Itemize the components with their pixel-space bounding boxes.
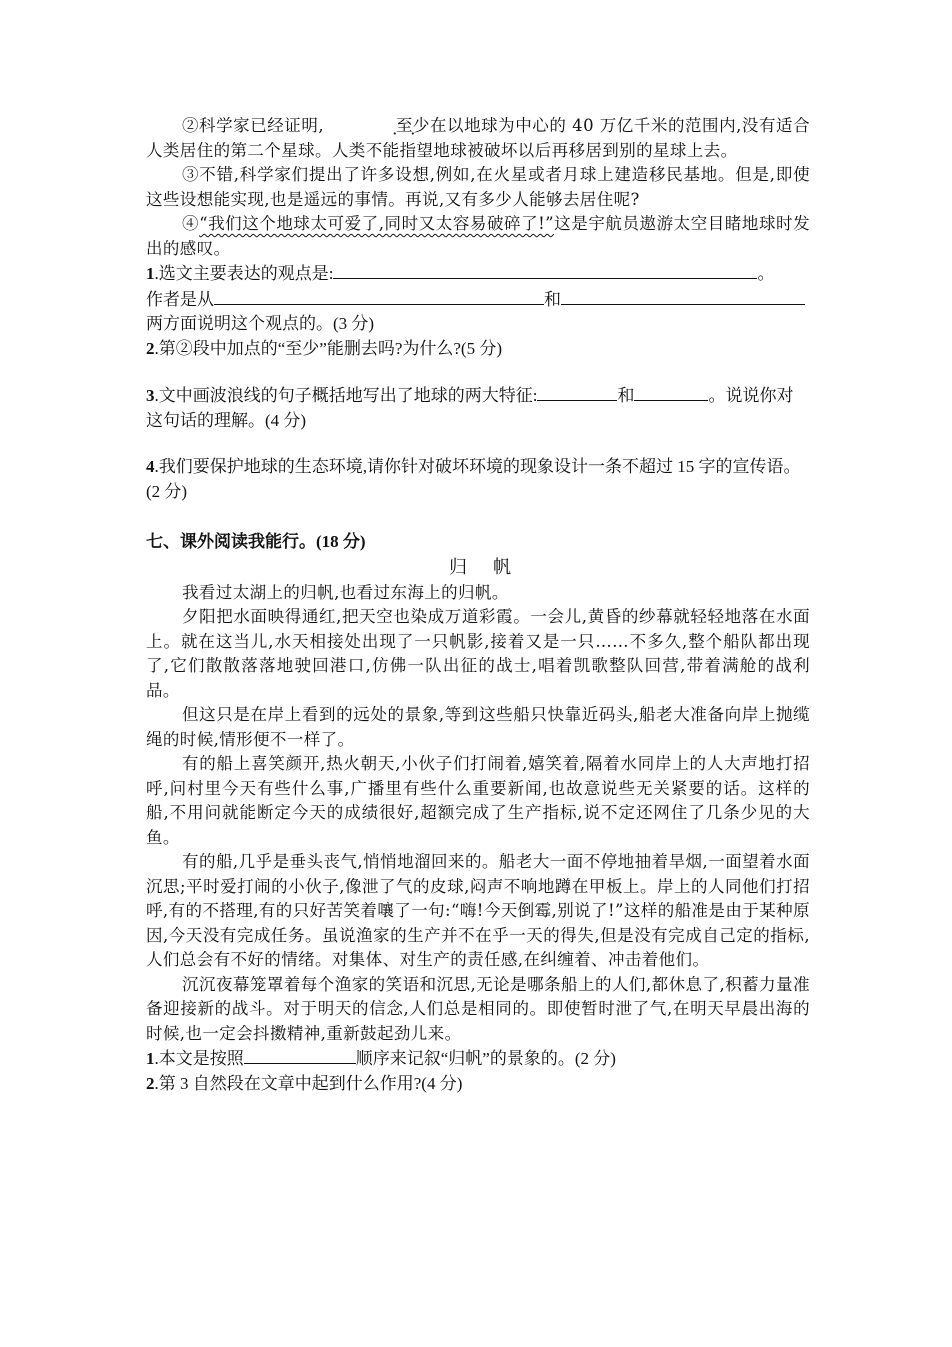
answer-blank[interactable]	[561, 287, 805, 305]
answer-blank[interactable]	[537, 383, 617, 401]
reading-question-2: 2.第 3 自然段在文章中起到什么作用?(4 分)	[146, 1073, 463, 1093]
article-paragraph: 沉沉夜幕笼罩着每个渔家的笑语和沉思,无论是哪条船上的人们,都休息了,积蓄力量准备迎接新的战斗。对于明天的信念,人们总是相同的。即使暂时泄了气,在明天早晨出海的时候,也一定会抖擞精神,重新鼓起劲儿来。	[146, 974, 810, 1043]
wavy-underlined-sentence: “我们这个地球太可爱了,同时又太容易破碎了!”	[199, 214, 555, 233]
question-4: 4.我们要保护地球的生态环境,请你针对破坏环境的现象设计一条不超过 15 字的宣传语。(2 分)	[146, 457, 801, 501]
answer-blank[interactable]	[634, 383, 708, 401]
question-1-line-3: 两方面说明这个观点的。(3 分)	[146, 314, 375, 333]
article-paragraph: 有的船上喜笑颜开,热火朝天,小伙子们打闹着,嬉笑着,隔着水同岸上的人大声地打招呼,问村里今天有些什么事,广播里有些什么重要新闻,也故意说些无关紧要的话。这样的船,不用问就能断定今天的成绩很好,超额完成了生产指标,说不定还网住了几条少见的大鱼。	[146, 754, 810, 847]
answer-blank[interactable]	[214, 287, 544, 305]
question-1-line-2: 作者是从 和	[146, 287, 810, 313]
passage-paragraph-4: ④“我们这个地球太可爱了,同时又太容易破碎了!”这是宇航员遨游太空目睹地球时发出的感叹。	[146, 214, 811, 258]
article-paragraph: 有的船,几乎是垂头丧气,悄悄地溜回来的。船老大一面不停地抽着旱烟,一面望着水面沉思;平时爱打闹的小伙子,像泄了气的皮球,闷声不响地蹲在甲板上。岸上的人同他们打招呼,有的不搭理,有的只好苦笑着嚷了一句:“嗨!今天倒霉,别说了!”这样的船准是由于某种原因,今天没有完成任务。虽说渔家的生产并不在乎一天的得失,但是没有完成自己定的指标,人们总会有不好的情绪。对集体、对生产的责任感,在纠缠着、冲击着他们。	[146, 852, 810, 969]
section-heading: 七、课外阅读我能行。(18 分)	[146, 532, 366, 551]
worksheet-page	[146, 114, 810, 1096]
article-title: 归帆	[449, 556, 537, 578]
passage-paragraph-2: ②科学家已经证明, 至少在以地球为中心的 40 万亿千米的范围内,没有适合人类居住的第二个星球。人类不能指望地球被破坏以后再移居到别的星球上去。	[146, 116, 810, 160]
question-2: 2.第②段中加点的“至少”能删去吗?为什么?(5 分)	[146, 338, 503, 358]
passage-paragraph-3: ③不错,科学家们提出了许多设想,例如,在火星或者月球上建造移民基地。但是,即使这些设想能实现,也是遥远的事情。再说,又有多少人能够去居住呢?	[146, 165, 810, 209]
article-body	[146, 581, 810, 1047]
reading-question-1: 1.本文是按照 顺序来记叙“归帆”的景象的。(2 分)	[146, 1046, 810, 1072]
dotted-word: 至少	[396, 116, 430, 135]
question-1: 1.选文主要表达的观点是: 。	[146, 261, 810, 287]
article-paragraph: 我看过太湖上的归帆,也看过东海上的归帆。	[182, 582, 509, 602]
article-paragraph: 夕阳把水面映得通红,把天空也染成万道彩霞。一会儿,黄昏的纱幕就轻轻地落在水面上。就在这当儿,水天相接处出现了一只帆影,接着又是一只……不多久,整个船队都出现了,它们散散落落地驶回港口,仿佛一队出征的战士,唱着凯歌整队回营,带着满舱的战利品。	[146, 607, 811, 700]
article-paragraph: 但这只是在岸上看到的远处的景象,等到这些船只快靠近码头,船老大准备向岸上抛缆绳的时候,情形便不一样了。	[146, 705, 810, 749]
answer-blank[interactable]	[333, 261, 757, 279]
answer-blank[interactable]	[244, 1046, 356, 1064]
question-3: 3.文中画波浪线的句子概括地写出了地球的两大特征: 和 。说说你对这句话的理解。(4 分)	[146, 383, 810, 433]
